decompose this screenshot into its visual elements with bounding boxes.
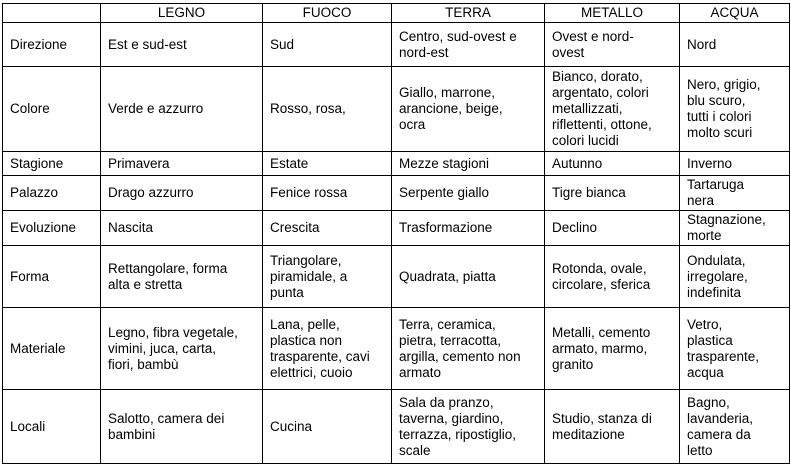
row-label: Materiale xyxy=(3,308,101,390)
table-cell: Verde e azzurro xyxy=(101,67,263,152)
table-cell: Ovest e nord- ovest xyxy=(545,23,680,67)
table-cell: Bagno, lavanderia, camera da letto xyxy=(680,390,790,464)
table-row xyxy=(3,246,790,308)
row-label: Evoluzione xyxy=(3,211,101,246)
table-cell: Tigre bianca xyxy=(545,176,680,211)
table-cell: Giallo, marrone, arancione, beige, ocra xyxy=(392,67,545,152)
table-cell: Tartaruga nera xyxy=(680,176,790,211)
row-label: Stagione xyxy=(3,152,101,176)
table-row xyxy=(3,211,790,246)
table-cell: Cucina xyxy=(263,390,392,464)
table-cell: Nascita xyxy=(101,211,263,246)
table-cell: Legno, fibra vegetale, vimini, juca, carta, fiori, bambù xyxy=(101,308,263,390)
row-label: Colore xyxy=(3,67,101,152)
table-cell: Sud xyxy=(263,23,392,67)
table-cell: Terra, ceramica, pietra, terracotta, argilla, cemento non armato xyxy=(392,308,545,390)
corner-cell xyxy=(3,4,101,23)
five-elements-table xyxy=(2,3,790,464)
row-label: Palazzo xyxy=(3,176,101,211)
table-row xyxy=(3,67,790,152)
table-cell: Drago azzurro xyxy=(101,176,263,211)
table-cell: Rotonda, ovale, circolare, sferica xyxy=(545,246,680,308)
header-row xyxy=(3,4,790,23)
table-cell: Trasformazione xyxy=(392,211,545,246)
table-cell: Declino xyxy=(545,211,680,246)
table-cell: Mezze stagioni xyxy=(392,152,545,176)
table-cell: Rosso, rosa, xyxy=(263,67,392,152)
column-header-terra: TERRA xyxy=(392,4,545,23)
row-label: Direzione xyxy=(3,23,101,67)
table-cell: Quadrata, piatta xyxy=(392,246,545,308)
column-header-legno: LEGNO xyxy=(101,4,263,23)
table-cell: Ondulata, irregolare, indefinita xyxy=(680,246,790,308)
table-row xyxy=(3,176,790,211)
table-cell: Studio, stanza di meditazione xyxy=(545,390,680,464)
table-cell: Sala da pranzo, taverna, giardino, terrazza, ripostiglio, scale xyxy=(392,390,545,464)
column-header-metallo: METALLO xyxy=(545,4,680,23)
column-header-fuoco: FUOCO xyxy=(263,4,392,23)
table-cell: Triangolare, piramidale, a punta xyxy=(263,246,392,308)
table-cell: Rettangolare, forma alta e stretta xyxy=(101,246,263,308)
table-row xyxy=(3,152,790,176)
table-cell: Centro, sud-ovest e nord-est xyxy=(392,23,545,67)
table-cell: Salotto, camera dei bambini xyxy=(101,390,263,464)
column-header-acqua: ACQUA xyxy=(680,4,790,23)
table-cell: Fenice rossa xyxy=(263,176,392,211)
table-cell: Lana, pelle, plastica non trasparente, cavi elettrici, cuoio xyxy=(263,308,392,390)
row-label: Forma xyxy=(3,246,101,308)
table-row xyxy=(3,23,790,67)
table-cell: Est e sud-est xyxy=(101,23,263,67)
row-label: Locali xyxy=(3,390,101,464)
table-cell: Stagnazione, morte xyxy=(680,211,790,246)
table-row xyxy=(3,390,790,464)
table-cell: Nero, grigio, blu scuro, tutti i colori molto scuri xyxy=(680,67,790,152)
table-cell: Crescita xyxy=(263,211,392,246)
table-cell: Inverno xyxy=(680,152,790,176)
table-cell: Nord xyxy=(680,23,790,67)
table-cell: Autunno xyxy=(545,152,680,176)
table-cell: Vetro, plastica trasparente, acqua xyxy=(680,308,790,390)
table-cell: Bianco, dorato, argentato, colori metallizzati, riflettenti, ottone, colori lucidi xyxy=(545,67,680,152)
table-cell: Primavera xyxy=(101,152,263,176)
table-row xyxy=(3,308,790,390)
table-cell: Metalli, cemento armato, marmo, granito xyxy=(545,308,680,390)
table-cell: Estate xyxy=(263,152,392,176)
table-cell: Serpente giallo xyxy=(392,176,545,211)
